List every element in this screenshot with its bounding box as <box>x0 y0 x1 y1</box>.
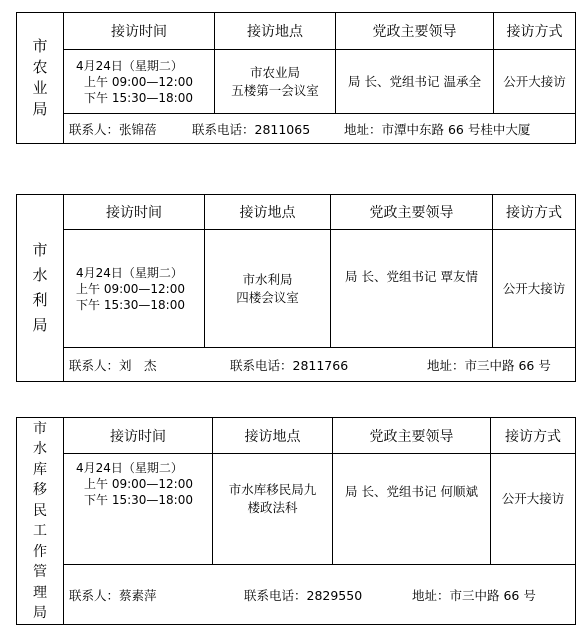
address: 地址：市三中路 66 号 <box>427 357 551 373</box>
header-time: 接访时间 <box>111 24 167 40</box>
leader: 局 长、党组书记 覃友情 <box>345 269 478 284</box>
contact-phone: 联系电话：2811766 <box>230 357 349 373</box>
header-leader: 党政主要领导 <box>369 428 454 445</box>
header-mode: 接访方式 <box>505 428 561 445</box>
header-place: 接访地点 <box>244 428 301 445</box>
reception-time: 4月24日（星期二） 上午 09:00—12:00 下午 15:30—18:00 <box>76 265 185 312</box>
header-leader: 党政主要领导 <box>372 24 457 40</box>
reception-mode: 公开大接访 <box>502 280 566 296</box>
table-water-resources-bureau <box>16 194 576 382</box>
header-mode: 接访方式 <box>506 205 562 221</box>
header-mode: 接访方式 <box>506 24 563 40</box>
contact-phone: 联系电话：2829550 <box>244 587 363 603</box>
header-time: 接访时间 <box>110 428 166 445</box>
reception-mode: 公开大接访 <box>503 73 566 89</box>
unit-name: 市 水 利 局 <box>32 241 48 334</box>
header-time: 接访时间 <box>106 205 162 221</box>
reception-place: 市水库移民局九 楼政法科 <box>228 482 317 515</box>
reception-place: 市农业局 五楼第一会议室 <box>231 64 319 98</box>
contact-phone: 联系电话：2811065 <box>192 121 311 137</box>
header-leader: 党政主要领导 <box>369 205 454 221</box>
leader: 局 长、党组书记 温承全 <box>348 73 481 89</box>
address: 地址：市潭中东路 66 号桂中大厦 <box>344 121 531 137</box>
reception-mode: 公开大接访 <box>501 491 565 506</box>
contact-person: 联系人：刘 杰 <box>69 357 157 373</box>
unit-name: 市 水 库 移 民 工 作 管 理 局 <box>33 420 47 621</box>
address: 地址：市三中路 66 号 <box>412 587 536 603</box>
table-reservoir-resettlement-bureau <box>16 417 576 625</box>
contact-person: 联系人：蔡素萍 <box>69 587 157 603</box>
reception-time: 4月24日（星期二） 上午 09:00—12:00 下午 15:30—18:00 <box>76 58 193 105</box>
unit-name: 市 农 业 局 <box>32 37 48 118</box>
reception-time: 4月24日（星期二） 上午 09:00—12:00 下午 15:30—18:00 <box>76 461 193 507</box>
header-place: 接访地点 <box>239 205 296 221</box>
contact-person: 联系人：张锦蓓 <box>69 121 157 137</box>
leader: 局 长、党组书记 何顺斌 <box>345 484 478 499</box>
reception-place: 市水利局 四楼会议室 <box>236 271 299 305</box>
table-agriculture-bureau <box>16 12 576 144</box>
header-place: 接访地点 <box>247 24 303 40</box>
